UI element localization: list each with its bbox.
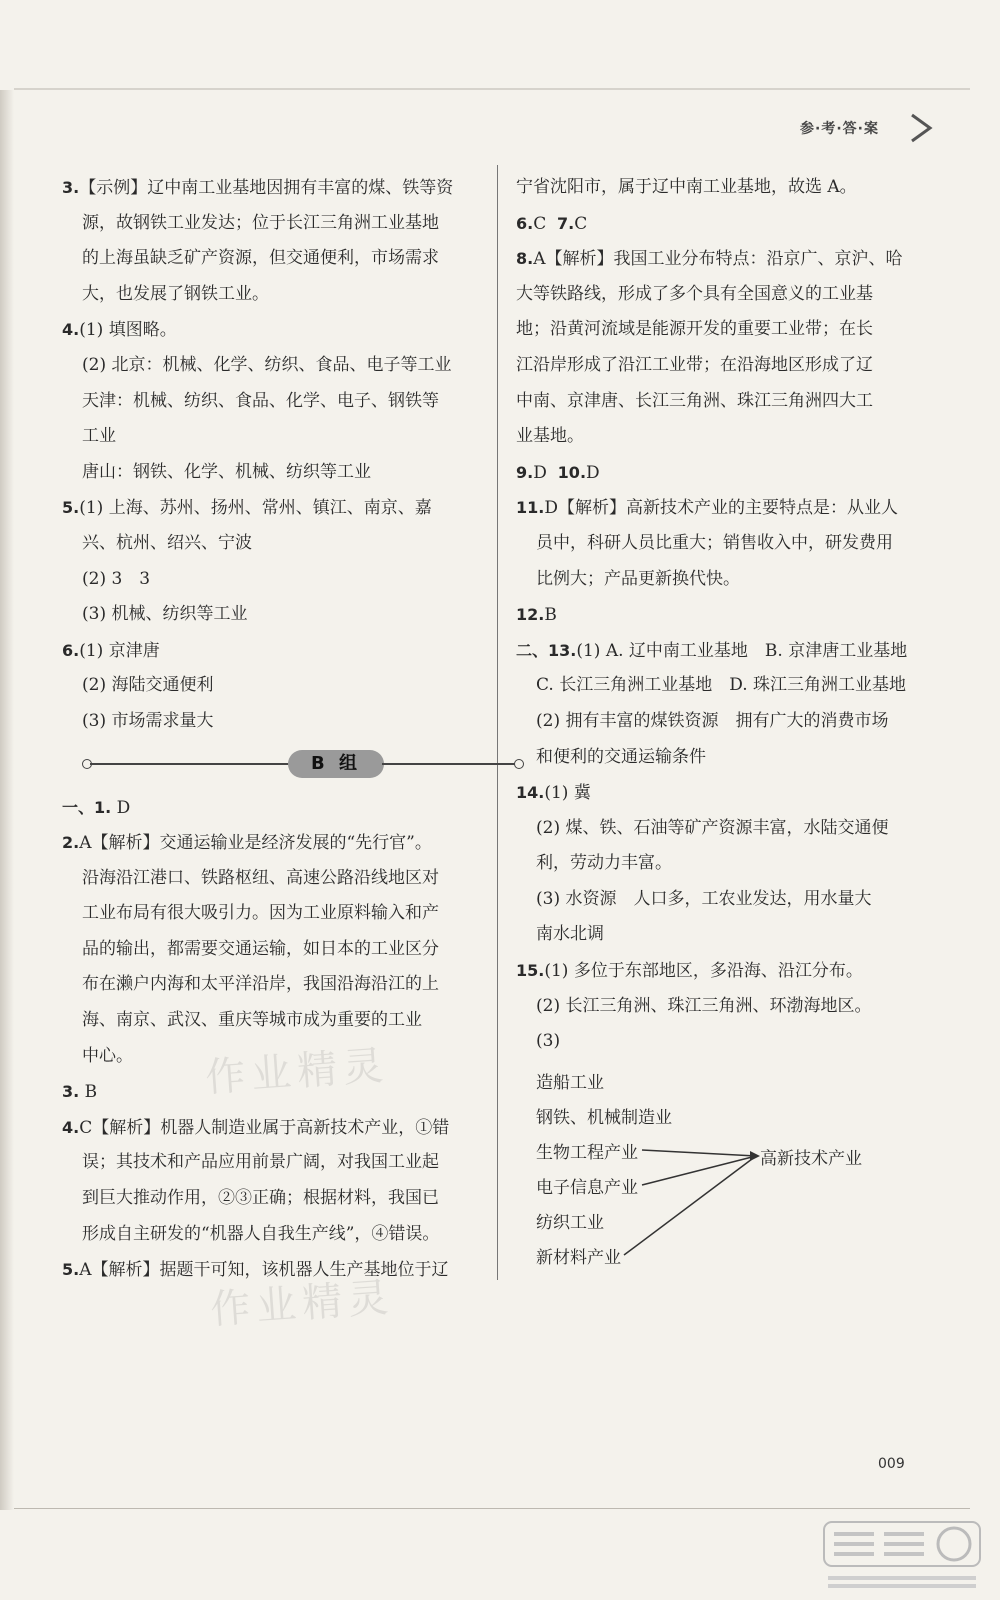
connector-line	[624, 1156, 756, 1255]
answer-q6-q7: 6.C 7.C	[516, 213, 588, 234]
answer-q14: 14.(1) 冀 (2) 煤、铁、石油等矿产资源丰富，水陆交通便 利，劳动力丰富。 (3) 水资源 人口多，工农业发达，用水量大 南水北调	[516, 783, 889, 945]
answer-q8: 8.A【解析】我国工业分布特点：沿京广、京沪、哈 大等铁路线，形成了多个具有全国意义的工业基 地；沿黄河流域是能源开发的重要工业带；在长 江沿岸形成了沿江工业带；在沿海地区形成了辽 中南、京津唐、长江三角洲、珠江三角洲四大工 业基地。	[516, 249, 903, 447]
rule-left	[90, 763, 290, 765]
answer-q6: 6.(1) 京津唐 (2) 海陆交通便利 (3) 市场需求量大	[62, 640, 214, 731]
industry-item: 电子信息产业	[536, 1177, 638, 1198]
industry-item: 生物工程产业	[536, 1142, 638, 1163]
group-label: B 组	[288, 750, 384, 778]
answer-q3: 3.【示例】辽中南工业基地因拥有丰富的煤、铁等资 源，故钢铁工业发达；位于长江三角洲工业基地 的上海虽缺乏矿产资源，但交通便利，市场需求 大，也发展了钢铁工业。	[62, 178, 454, 304]
industry-item: 纺织工业	[536, 1212, 604, 1233]
industry-item: 新材料产业	[536, 1247, 621, 1268]
answer-q12: 12.B	[516, 605, 557, 626]
answer-q5: 5.(1) 上海、苏州、扬州、常州、镇江、南京、嘉 兴、杭州、绍兴、宁波 (2) 3 3 (3) 机械、纺织等工业	[62, 498, 432, 625]
column-divider	[497, 165, 498, 1280]
rule-right	[382, 763, 516, 765]
industry-match-diagram	[516, 1060, 936, 1280]
answer-q15: 15.(1) 多位于东部地区，多沿海、沿江分布。 (2) 长江三角洲、珠江三角洲、环渤海地区。 (3) 造船工业 钢铁、机械制造业 生物工程产业 电子信息产业 纺织工业 新材料产业 高新技术产业	[516, 953, 936, 1280]
answer-q5-continued: 宁省沈阳市，属于辽中南工业基地，故选 A。	[516, 177, 857, 197]
page-number: 009	[878, 1456, 905, 1472]
answer-b-q3: 3. B	[62, 1082, 98, 1103]
answer-b-q5: 5.A【解析】据题干可知，该机器人生产基地位于辽	[62, 1260, 449, 1281]
industry-item: 造船工业	[536, 1072, 604, 1093]
header-tag: 参·考·答·案	[800, 121, 879, 137]
connector-lines	[516, 1060, 936, 1280]
answer-b-q1: 一、1. D	[62, 797, 131, 818]
right-column	[516, 170, 936, 1280]
watermark: 作业精灵	[203, 1042, 391, 1102]
high-tech-industry-label: 高新技术产业	[760, 1148, 862, 1169]
industry-item: 钢铁、机械制造业	[536, 1107, 672, 1128]
answer-q9-q10: 9.D 10.D	[516, 462, 600, 483]
site-logo	[822, 1520, 982, 1594]
top-rule	[14, 88, 970, 90]
connector-line	[642, 1150, 756, 1156]
page-binding-edge	[0, 90, 14, 1510]
group-b-header	[62, 744, 492, 784]
bottom-rule	[14, 1508, 970, 1509]
answer-b-q4: 4.C【解析】机器人制造业属于高新技术产业，①错 误；其技术和产品应用前景广阔，对我国工业起 到巨大推动作用，②③正确；根据材料，我国已 形成自主研发的“机器人自我生产线”，④错误。	[62, 1117, 450, 1244]
answer-q11: 11.D【解析】高新技术产业的主要特点是：从业人 员中，科研人员比重大；销售收入中，研发费用 比例大；产品更新换代快。	[516, 498, 898, 589]
chevron-right-icon	[906, 112, 936, 144]
answer-q4: 4.(1) 填图略。 (2) 北京：机械、化学、纺织、食品、电子等工业 天津：机械、纺织、食品、化学、电子、钢铁等 工业 唐山：钢铁、化学、机械、纺织等工业	[62, 320, 452, 482]
connector-line	[642, 1156, 756, 1185]
watermark: 作业精灵	[208, 1274, 396, 1334]
arrowhead	[750, 1151, 760, 1161]
answer-q13: 二、13.(1) A. 辽中南工业基地 B. 京津唐工业基地 C. 长江三角洲工业基地 D. 珠江三角洲工业基地 (2) 拥有丰富的煤铁资源 拥有广大的消费市场 和便利的交通运输条件	[516, 640, 908, 767]
answer-b-q2: 2.A【解析】交通运输业是经济发展的“先行官”。 沿海沿江港口、铁路枢纽、高速公路沿线地区对 工业布局有很大吸引力。因为工业原料输入和产 品的输出，都需要交通运输，如日本的工业区分 布在濑户内海和太平洋沿岸，我国沿海沿江的上 海、南京、武汉、重庆等城市成为重要的工业 中心。	[62, 833, 439, 1066]
left-column	[62, 170, 492, 1288]
